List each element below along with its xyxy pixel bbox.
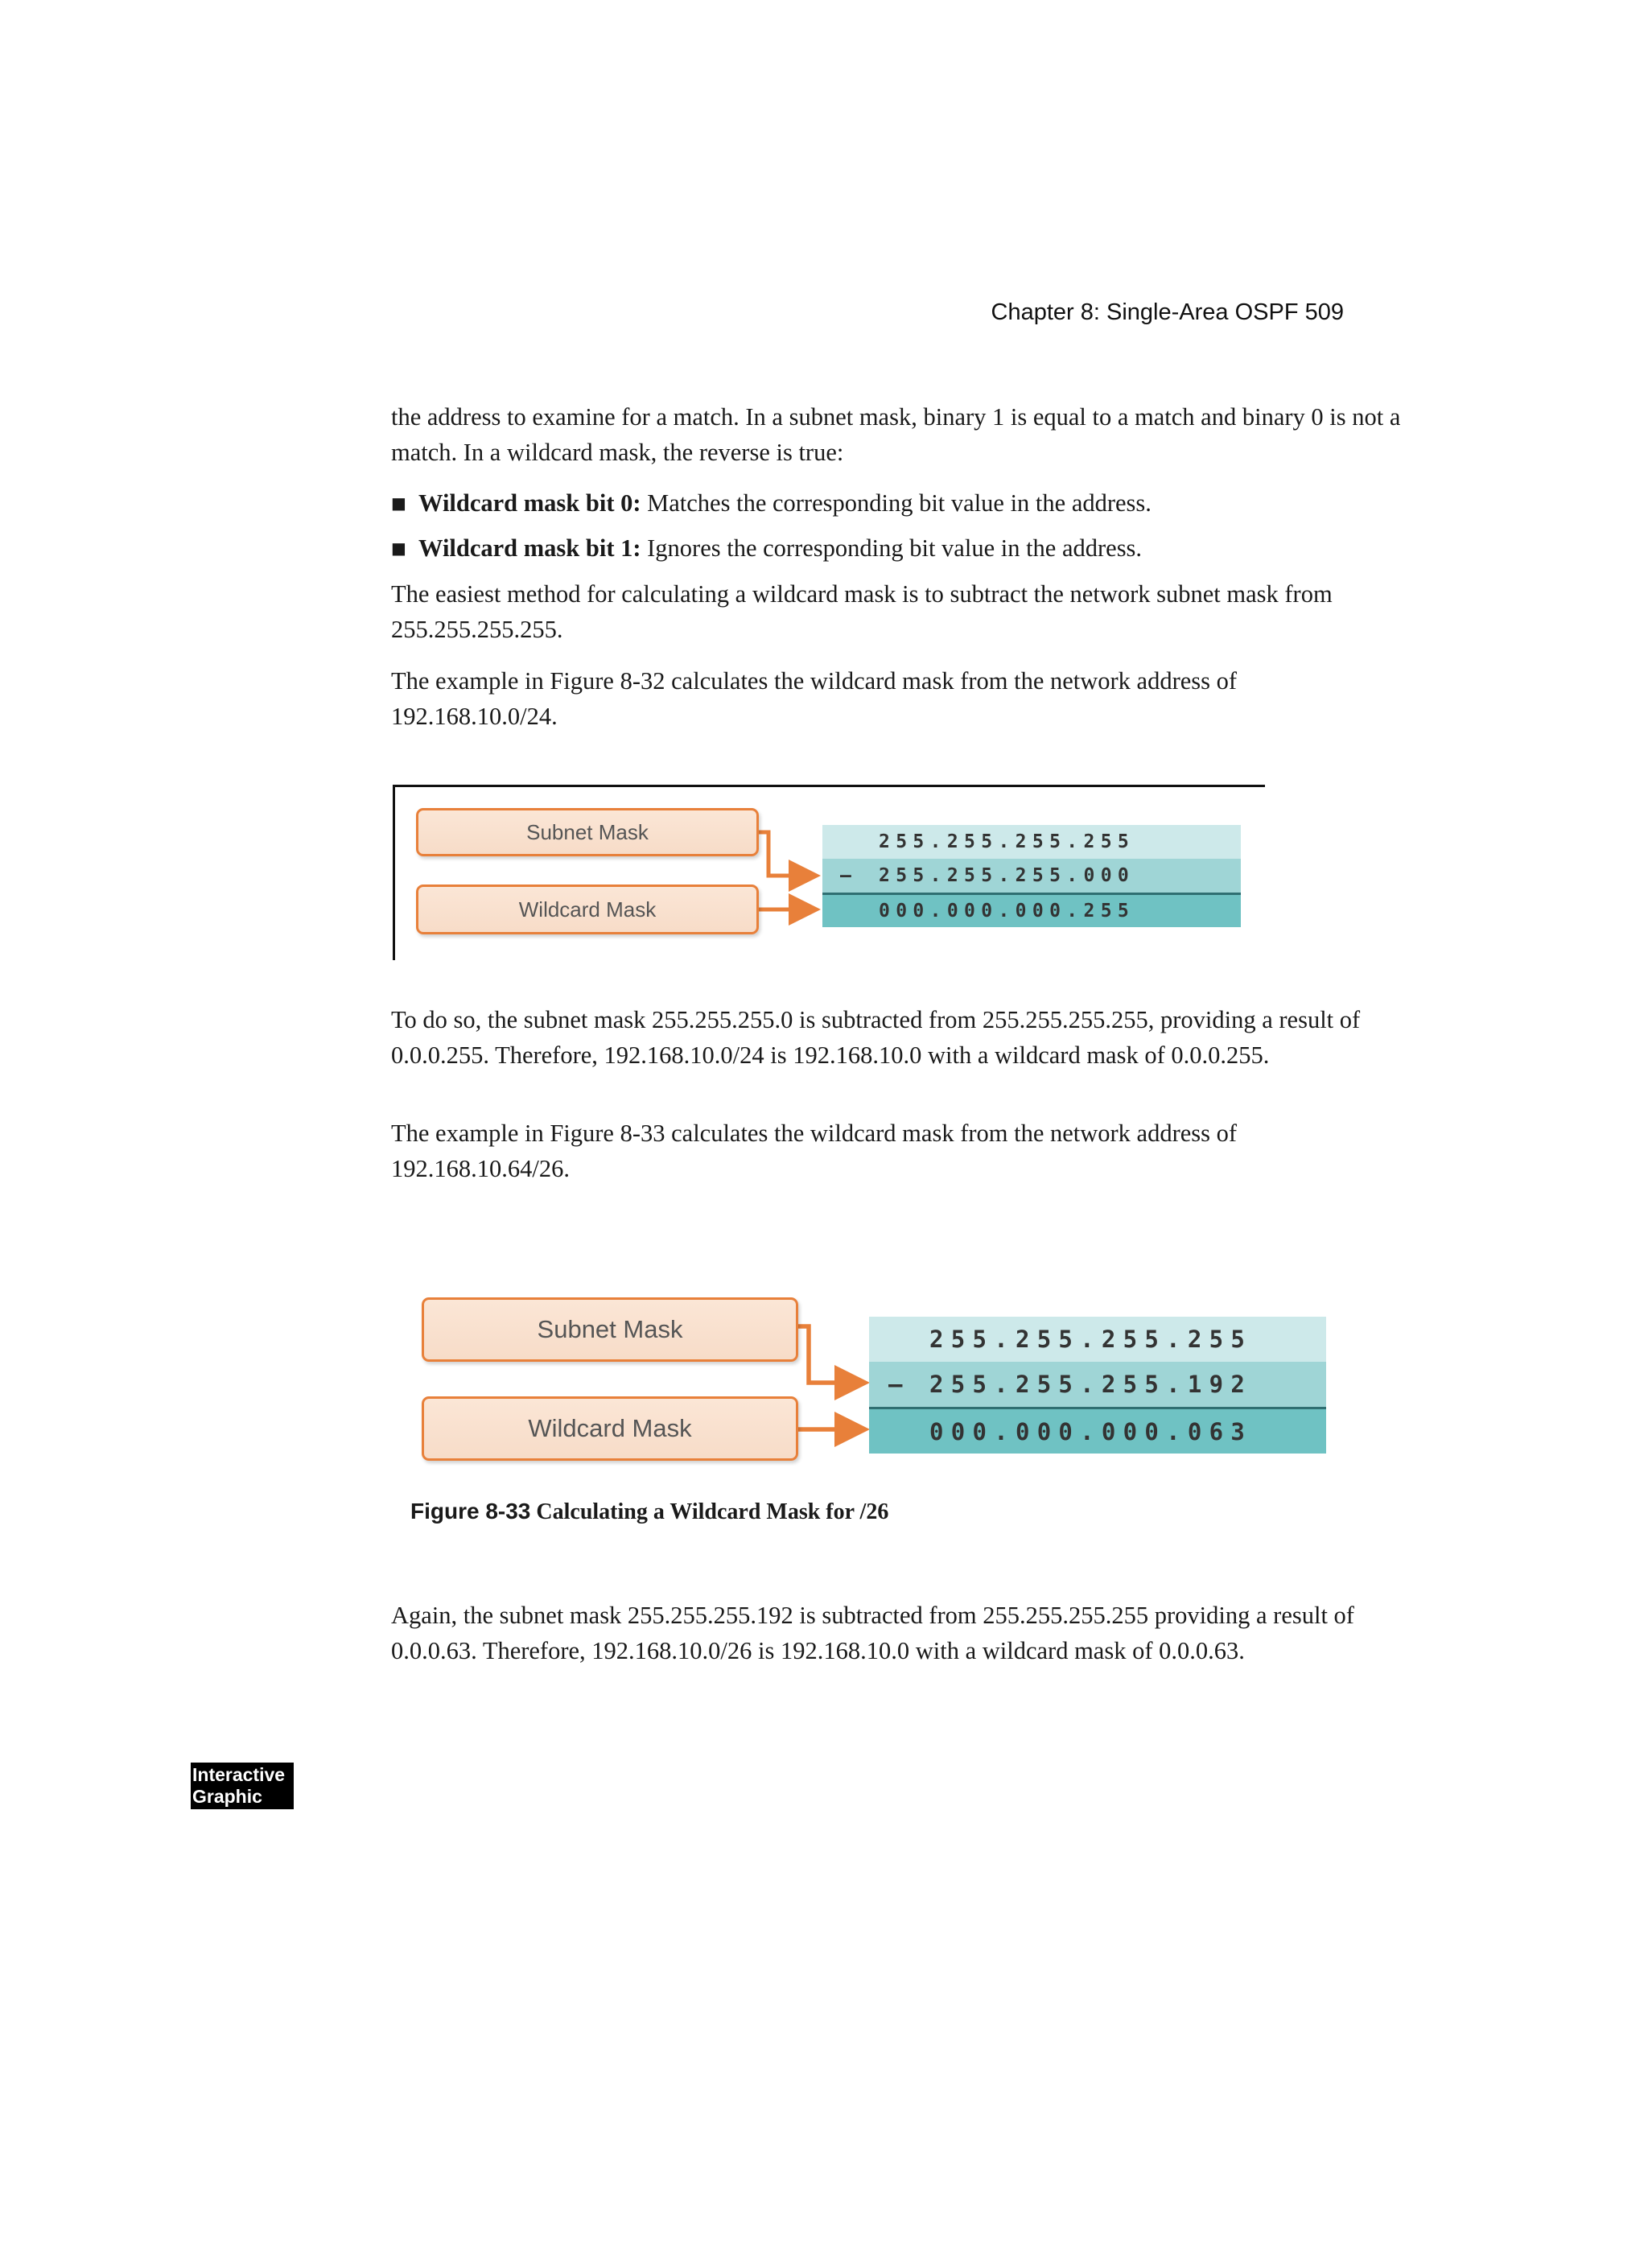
badge-line-2: Graphic — [192, 1786, 262, 1807]
mask-table — [869, 1317, 1326, 1454]
table-row — [869, 1317, 1326, 1362]
row-value: 000.000.000.255 — [879, 901, 1135, 922]
wildcard-mask-box: Wildcard Mask — [422, 1396, 798, 1461]
row-value: 255.255.255.000 — [879, 865, 1135, 886]
caption-number: Figure 8-33 — [410, 1499, 531, 1524]
paragraph-example-33: The example in Figure 8-33 calculates the wildcard mask from the network address of 192.168.10.64/26. — [391, 1120, 1238, 1182]
bullet-term: Wildcard mask bit 0: — [418, 489, 641, 517]
bullet-text: Ignores the corresponding bit value in the address. — [641, 534, 1143, 562]
paragraph-result-24: To do so, the subnet mask 255.255.255.0 is subtracted from 255.255.255.255, providing a result of 0.0.0.255. Therefore, 192.168.10.0/24 is 192.168.10.0 with a wildcard mask of 0.0.0.255. — [391, 1006, 1361, 1069]
minus-sign: – — [888, 1371, 903, 1398]
row-value: 255.255.255.192 — [929, 1371, 1253, 1398]
row-value: 000.000.000.063 — [929, 1417, 1253, 1445]
figure-caption — [410, 1499, 888, 1525]
paragraph-example-32: The example in Figure 8-32 calculates the wildcard mask from the network address of 192.168.10.0/24. — [391, 667, 1238, 730]
paragraph-intro: the address to examine for a match. In a subnet mask, binary 1 is equal to a match and binary 0 is not a match. In a wildcard mask, the reverse is true: — [391, 403, 1401, 466]
interactive-graphic-badge[interactable] — [191, 1763, 294, 1809]
square-bullet-icon: ■ — [391, 493, 406, 513]
wildcard-mask-box: Wildcard Mask — [416, 885, 759, 934]
bullet-term: Wildcard mask bit 1: — [418, 534, 641, 562]
minus-sign: – — [840, 865, 851, 886]
square-bullet-icon: ■ — [391, 538, 406, 558]
row-value: 255.255.255.255 — [929, 1326, 1253, 1353]
subnet-mask-box: Subnet Mask — [422, 1297, 798, 1362]
table-row — [869, 1362, 1326, 1407]
caption-title: Calculating a Wildcard Mask for /26 — [536, 1499, 889, 1524]
table-row — [869, 1407, 1326, 1454]
running-head: Chapter 8: Single-Area OSPF 509 — [991, 299, 1344, 325]
paragraph-method: The easiest method for calculating a wildcard mask is to subtract the network subnet mask from 255.255.255.255. — [391, 580, 1333, 643]
bullet-text: Matches the corresponding bit value in the address. — [641, 489, 1152, 517]
paragraph-result-26: Again, the subnet mask 255.255.255.192 is subtracted from 255.255.255.255 providing a result of 0.0.0.63. Therefore, 192.168.10.0/26 is 192.168.10.0 with a wildcard mask of 0.0.0.63. — [391, 1602, 1354, 1664]
subnet-mask-box: Subnet Mask — [416, 808, 759, 856]
badge-line-1: Interactive — [192, 1764, 286, 1785]
row-value: 255.255.255.255 — [879, 831, 1135, 852]
